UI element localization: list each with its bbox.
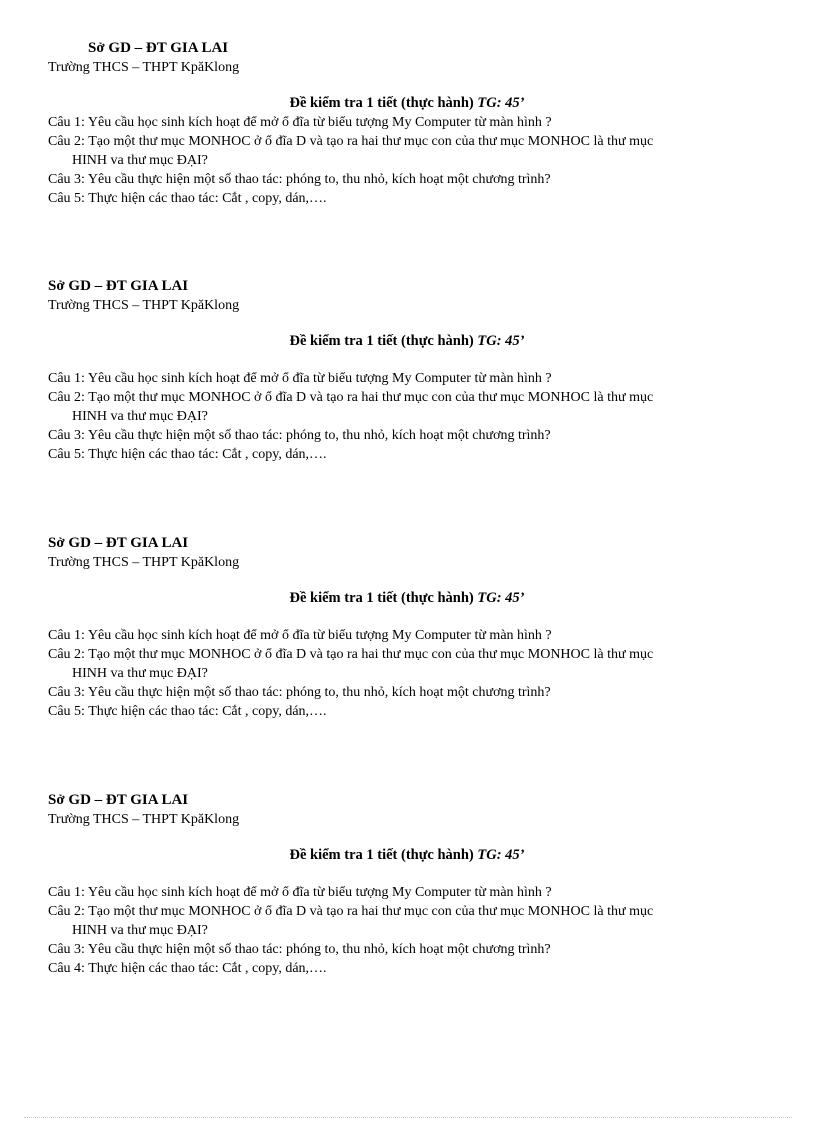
question-2	[48, 645, 766, 683]
exam-title-text: Đề kiểm tra 1 tiết (thực hành)	[289, 333, 474, 349]
exam-block-3	[48, 534, 766, 721]
question-4: Câu 5: Thực hiện các thao tác: Cắt , copy, dán,….	[48, 447, 327, 462]
question-1: Câu 1: Yêu cầu học sinh kích hoạt để mở ổ đĩa từ biểu tượng My Computer từ màn hình ?	[48, 115, 552, 130]
school-name: Trường THCS – THPT KpăKlong	[48, 812, 240, 827]
question-3: Câu 3: Yêu cầu thực hiện một số thao tác: phóng to, thu nhỏ, kích hoạt một chương trình?	[48, 428, 551, 443]
department-name: Sở GD – ĐT GIA LAI	[88, 40, 229, 56]
question-2-continuation: HINH va thư mục ĐẠI?	[72, 923, 208, 938]
exam-title	[48, 93, 766, 113]
question-2-continuation: HINH va thư mục ĐẠI?	[72, 153, 208, 168]
exam-duration: TG: 45’	[477, 590, 525, 606]
exam-title-text: Đề kiểm tra 1 tiết (thực hành)	[289, 590, 474, 606]
exam-block-1	[48, 39, 766, 208]
exam-duration: TG: 45’	[477, 333, 525, 349]
school-name: Trường THCS – THPT KpăKlong	[48, 555, 240, 570]
question-4: Câu 4: Thực hiện các thao tác: Cắt , copy, dán,….	[48, 961, 327, 976]
exam-title-text: Đề kiểm tra 1 tiết (thực hành)	[289, 95, 474, 111]
department-name: Sở GD – ĐT GIA LAI	[48, 535, 189, 551]
question-3: Câu 3: Yêu cầu thực hiện một số thao tác: phóng to, thu nhỏ, kích hoạt một chương trình?	[48, 942, 551, 957]
question-2	[48, 132, 766, 170]
exam-title	[48, 845, 766, 865]
question-4: Câu 5: Thực hiện các thao tác: Cắt , copy, dán,….	[48, 704, 327, 719]
question-1: Câu 1: Yêu cầu học sinh kích hoạt để mở ổ đĩa từ biểu tượng My Computer từ màn hình ?	[48, 628, 552, 643]
question-3: Câu 3: Yêu cầu thực hiện một số thao tác: phóng to, thu nhỏ, kích hoạt một chương trình?	[48, 685, 551, 700]
exam-title	[48, 588, 766, 608]
question-4: Câu 5: Thực hiện các thao tác: Cắt , copy, dán,….	[48, 191, 327, 206]
department-name: Sở GD – ĐT GIA LAI	[48, 792, 189, 808]
exam-title	[48, 331, 766, 351]
exam-block-4	[48, 791, 766, 978]
exam-duration: TG: 45’	[477, 95, 525, 111]
school-name: Trường THCS – THPT KpăKlong	[48, 60, 240, 75]
question-2-continuation: HINH va thư mục ĐẠI?	[72, 666, 208, 681]
exam-duration: TG: 45’	[477, 847, 525, 863]
exam-title-text: Đề kiểm tra 1 tiết (thực hành)	[289, 847, 474, 863]
question-1: Câu 1: Yêu cầu học sinh kích hoạt để mở ổ đĩa từ biểu tượng My Computer từ màn hình ?	[48, 885, 552, 900]
question-1: Câu 1: Yêu cầu học sinh kích hoạt để mở ổ đĩa từ biểu tượng My Computer từ màn hình ?	[48, 371, 552, 386]
page-bottom-divider	[24, 1117, 792, 1118]
exam-block-2	[48, 277, 766, 464]
department-name: Sở GD – ĐT GIA LAI	[48, 278, 189, 294]
question-3: Câu 3: Yêu cầu thực hiện một số thao tác: phóng to, thu nhỏ, kích hoạt một chương trình?	[48, 172, 551, 187]
question-2-text: Câu 2: Tạo một thư mục MONHOC ở ổ đĩa D và tạo ra hai thư mục con của thư mục MONHOC là thư mục	[48, 647, 654, 662]
question-2	[48, 388, 766, 426]
question-2-continuation: HINH va thư mục ĐẠI?	[72, 409, 208, 424]
question-2	[48, 902, 766, 940]
question-2-text: Câu 2: Tạo một thư mục MONHOC ở ổ đĩa D và tạo ra hai thư mục con của thư mục MONHOC là thư mục	[48, 904, 654, 919]
question-2-text: Câu 2: Tạo một thư mục MONHOC ở ổ đĩa D và tạo ra hai thư mục con của thư mục MONHOC là thư mục	[48, 134, 654, 149]
school-name: Trường THCS – THPT KpăKlong	[48, 298, 240, 313]
question-2-text: Câu 2: Tạo một thư mục MONHOC ở ổ đĩa D và tạo ra hai thư mục con của thư mục MONHOC là thư mục	[48, 390, 654, 405]
